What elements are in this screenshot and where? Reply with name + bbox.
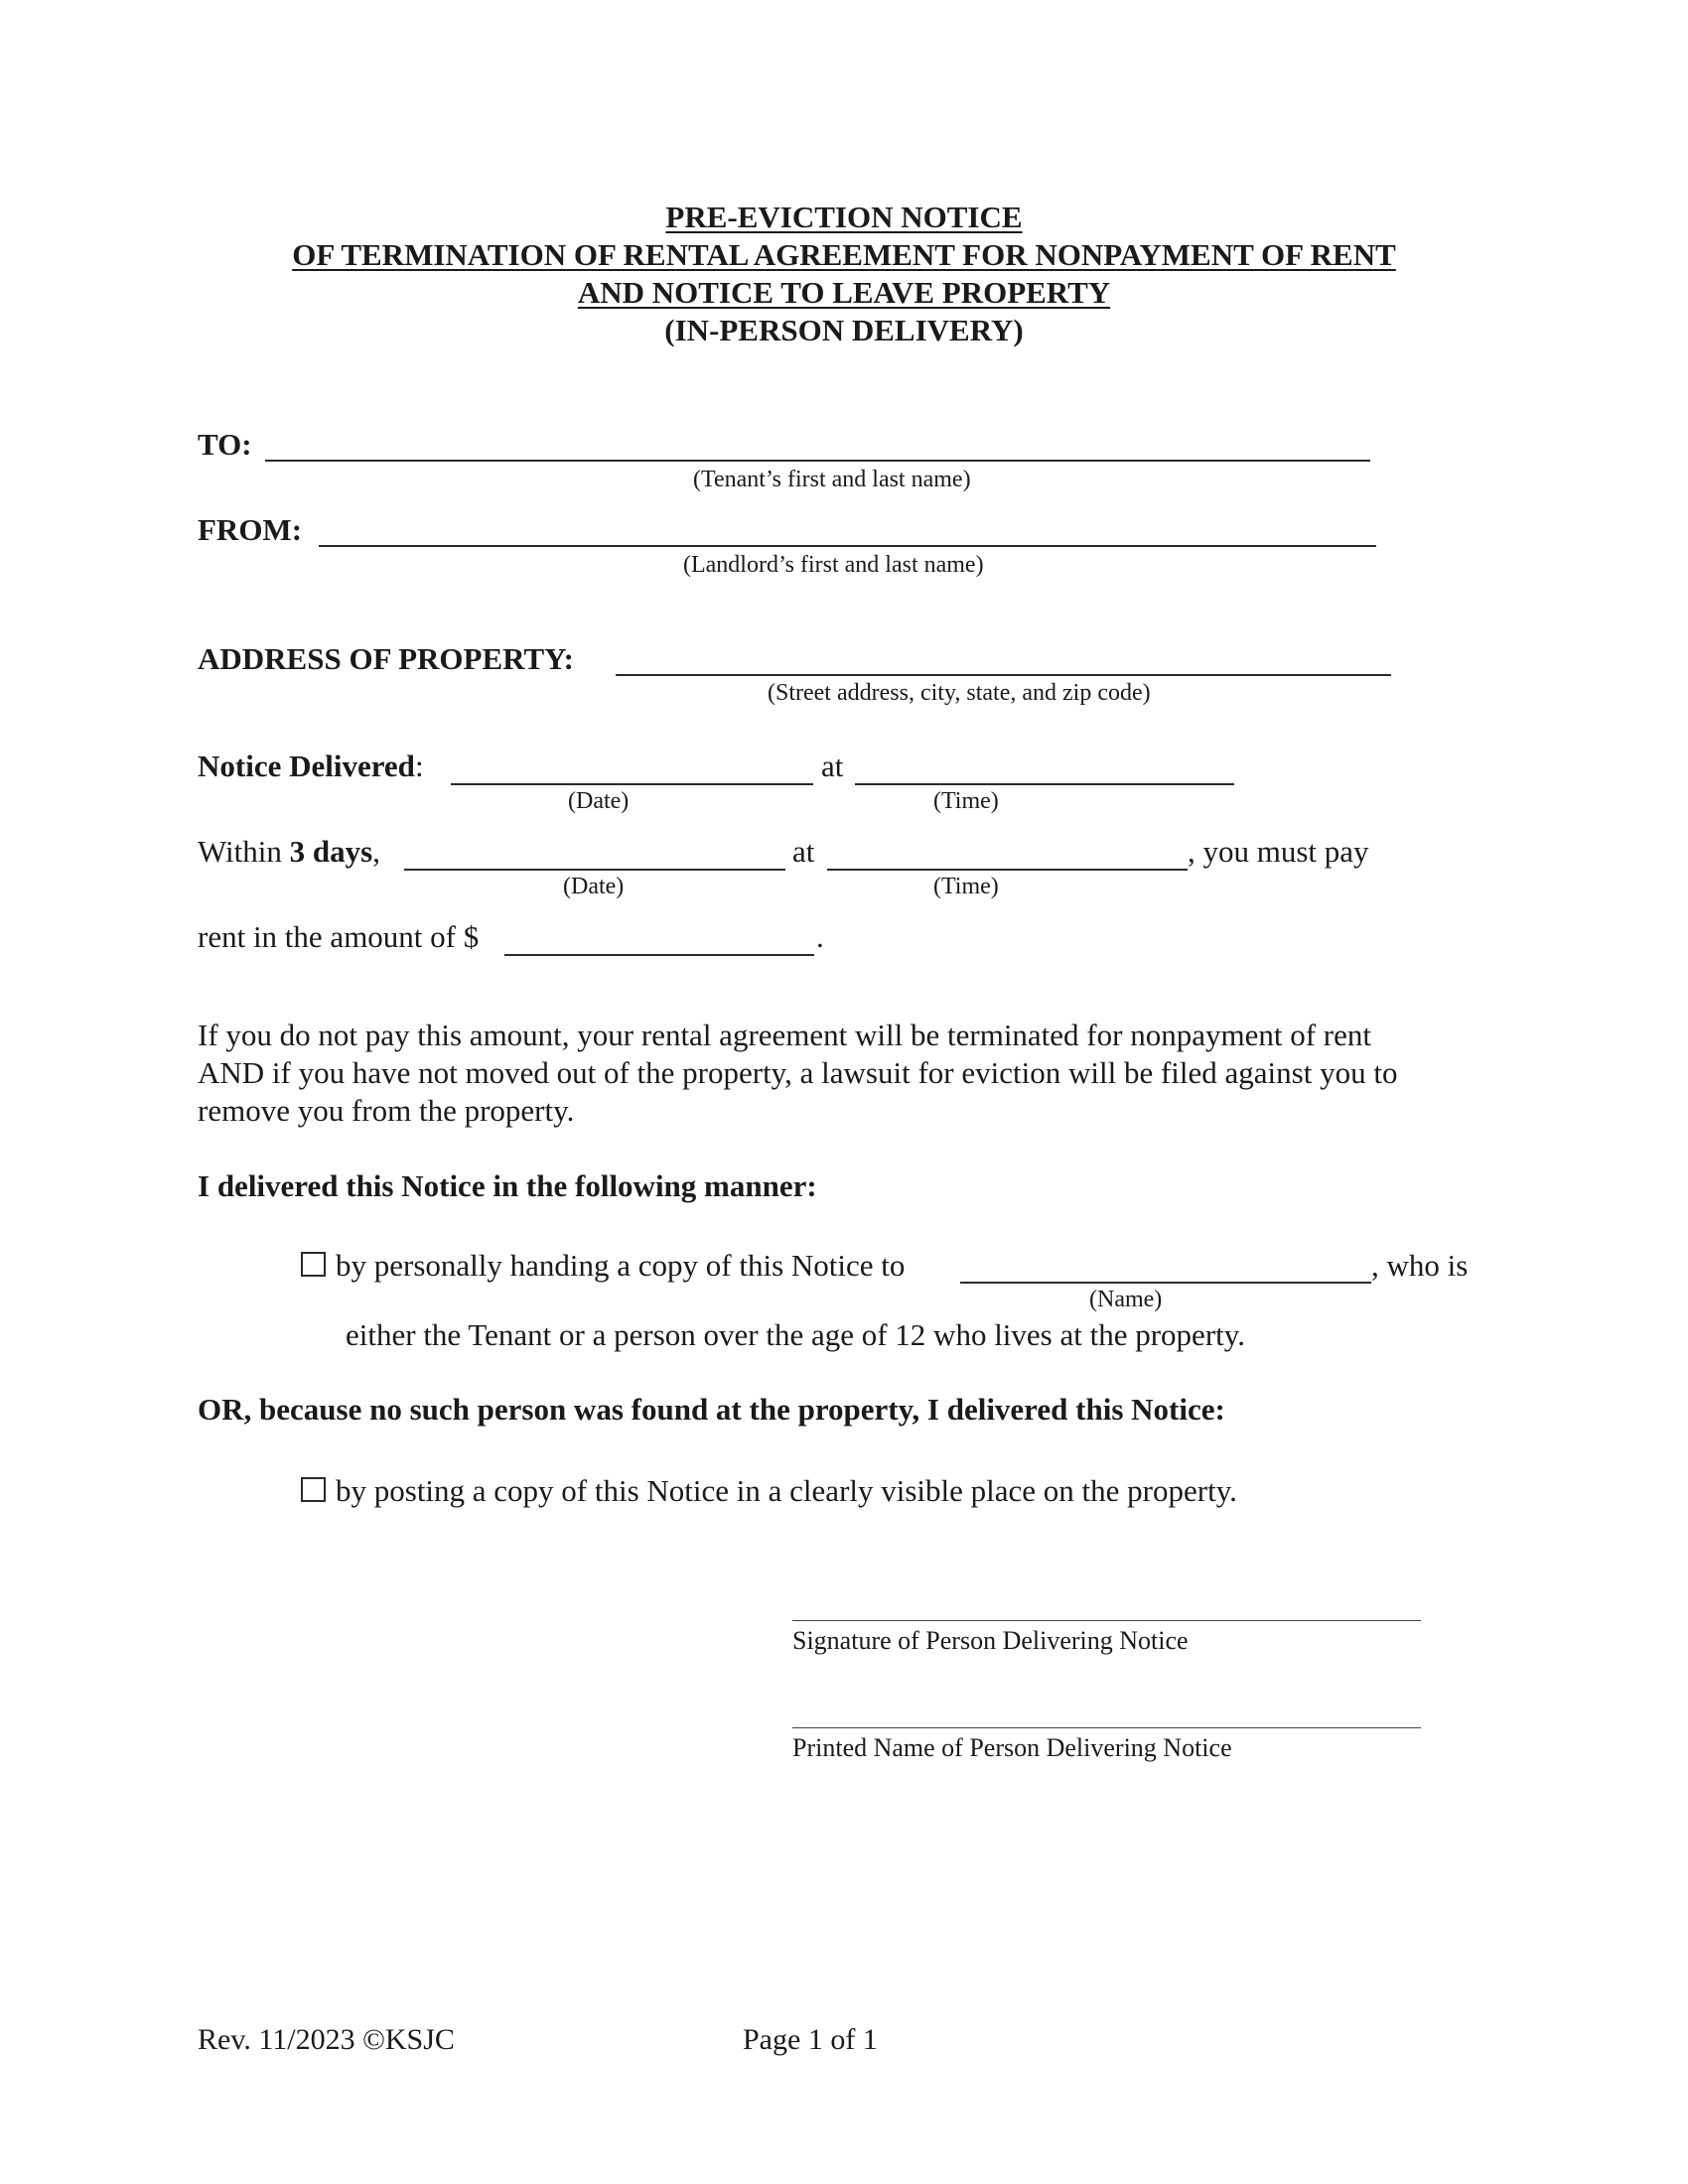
you-must-pay-text: , you must pay	[1188, 834, 1369, 869]
who-is-text: , who is	[1371, 1248, 1469, 1283]
notice-delivered-label: Notice Delivered:	[198, 749, 424, 783]
personal-delivery-continued: either the Tenant or a person over the age of 12 who lives at the property.	[346, 1317, 1245, 1352]
notice-delivered-at: at	[821, 749, 844, 783]
landlord-name-field[interactable]	[319, 545, 1376, 547]
property-address-caption: (Street address, city, state, and zip code)	[768, 680, 1151, 706]
notice-date-caption: (Date)	[568, 788, 630, 814]
to-label: TO:	[198, 427, 252, 462]
property-address-field[interactable]	[616, 674, 1391, 676]
within-label: Within 3 days,	[198, 834, 380, 869]
posting-delivery-text: by posting a copy of this Notice in a clearly visible place on the property.	[336, 1473, 1237, 1508]
or-delivery-heading: OR, because no such person was found at the property, I delivered this Notice:	[198, 1392, 1225, 1427]
rent-amount-label: rent in the amount of $	[198, 919, 480, 954]
termination-paragraph-line-1: If you do not pay this amount, your rental agreement will be terminated for nonpayment of rent	[198, 1018, 1371, 1052]
recipient-name-caption: (Name)	[1089, 1287, 1163, 1312]
recipient-name-field[interactable]	[960, 1282, 1371, 1284]
tenant-name-caption: (Tenant’s first and last name)	[693, 467, 971, 492]
footer-revision: Rev. 11/2023 ©KSJC	[198, 2023, 455, 2056]
notice-delivered-date-field[interactable]	[451, 783, 813, 785]
delivery-option-personal	[301, 1248, 905, 1284]
title-line-4: (IN-PERSON DELIVERY)	[664, 313, 1024, 347]
landlord-name-caption: (Landlord’s first and last name)	[683, 552, 984, 578]
printed-name-field[interactable]	[792, 1727, 1421, 1728]
address-label: ADDRESS OF PROPERTY:	[198, 641, 574, 676]
tenant-name-field[interactable]	[265, 460, 1370, 462]
notice-time-caption: (Time)	[933, 788, 999, 814]
signature-caption: Signature of Person Delivering Notice	[792, 1626, 1189, 1655]
notice-delivered-time-field[interactable]	[855, 783, 1234, 785]
deadline-at: at	[792, 834, 815, 869]
personal-delivery-checkbox[interactable]	[301, 1252, 326, 1277]
delivery-heading: I delivered this Notice in the following manner:	[198, 1168, 817, 1203]
title-line-3: AND NOTICE TO LEAVE PROPERTY	[577, 275, 1111, 310]
rent-amount-field[interactable]	[504, 954, 814, 956]
title-line-2: OF TERMINATION OF RENTAL AGREEMENT FOR NONPAYMENT OF RENT	[292, 237, 1396, 272]
signature-field[interactable]	[792, 1620, 1421, 1621]
personal-delivery-text: by personally handing a copy of this Notice to	[336, 1248, 906, 1283]
deadline-date-field[interactable]	[404, 869, 785, 871]
deadline-date-caption: (Date)	[563, 874, 625, 899]
printed-name-caption: Printed Name of Person Delivering Notice	[792, 1733, 1232, 1762]
deadline-time-caption: (Time)	[933, 874, 999, 899]
termination-paragraph-line-2: AND if you have not moved out of the property, a lawsuit for eviction will be filed against you to	[198, 1055, 1398, 1090]
footer-page-number: Page 1 of 1	[743, 2023, 878, 2056]
title-line-1: PRE-EVICTION NOTICE	[665, 200, 1023, 234]
rent-amount-period: .	[816, 919, 824, 954]
delivery-option-posting	[301, 1473, 1237, 1509]
termination-paragraph-line-3: remove you from the property.	[198, 1093, 575, 1128]
deadline-time-field[interactable]	[827, 869, 1188, 871]
from-label: FROM:	[198, 512, 303, 547]
posting-delivery-checkbox[interactable]	[301, 1477, 326, 1502]
